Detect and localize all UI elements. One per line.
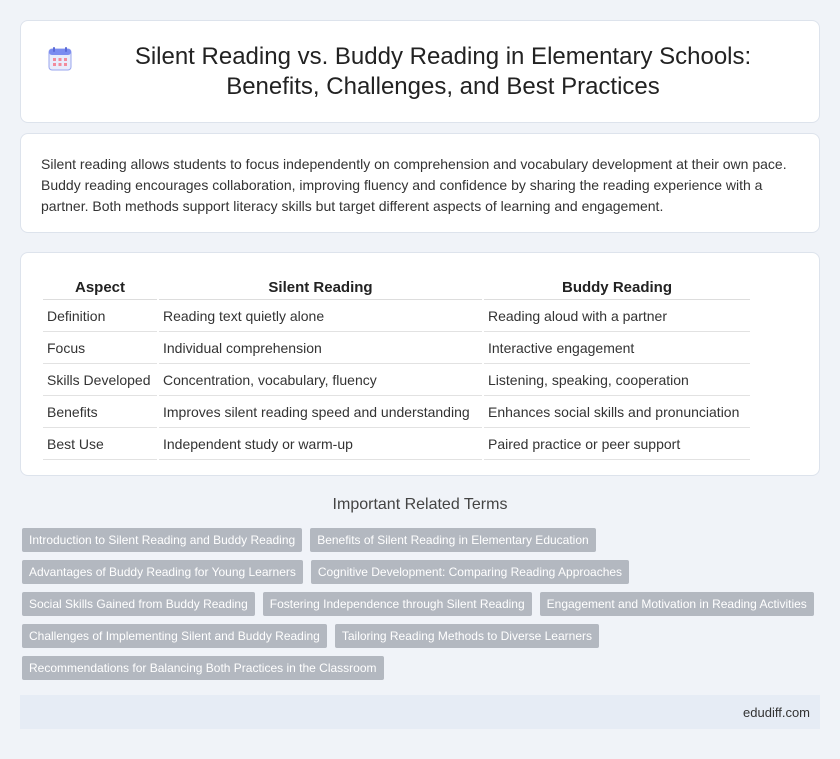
footer-site-link[interactable]: edudiff.com: [743, 704, 810, 720]
header-aspect: Aspect: [43, 275, 157, 300]
table-cell: Individual comprehension: [159, 334, 482, 364]
related-term-tag[interactable]: Advantages of Buddy Reading for Young Learners: [22, 560, 303, 584]
table-cell: Enhances social skills and pronunciation: [484, 398, 750, 428]
table-cell: Best Use: [43, 430, 157, 460]
comparison-card: [20, 252, 820, 476]
table-header-row: [43, 275, 750, 300]
table-cell: Paired practice or peer support: [484, 430, 750, 460]
table-row: [43, 302, 750, 332]
table-cell: Improves silent reading speed and understanding: [159, 398, 482, 428]
related-term-tag[interactable]: Engagement and Motivation in Reading Activities: [540, 592, 814, 616]
table-cell: Reading aloud with a partner: [484, 302, 750, 332]
page-title: Silent Reading vs. Buddy Reading in Elementary Schools: Benefits, Challenges, and Best Practices: [134, 42, 752, 100]
title-wrap: [40, 42, 800, 102]
table-row: [43, 398, 750, 428]
table-row: [43, 366, 750, 396]
table-cell: Listening, speaking, cooperation: [484, 366, 750, 396]
related-term-tag[interactable]: Introduction to Silent Reading and Buddy Reading: [22, 528, 302, 552]
table-cell: Concentration, vocabulary, fluency: [159, 366, 482, 396]
table-cell: Skills Developed: [43, 366, 157, 396]
related-term-tag[interactable]: Fostering Independence through Silent Reading: [263, 592, 532, 616]
footer: [20, 695, 820, 729]
table-cell: Reading text quietly alone: [159, 302, 482, 332]
related-term-tag[interactable]: Tailoring Reading Methods to Diverse Learners: [335, 624, 599, 648]
calendar-icon: [47, 46, 73, 72]
intro-text: Silent reading allows students to focus independently on comprehension and vocabulary development at their own pace. Buddy reading encourages collaboration, improving fluency and confidence by sharing the reading experience with a partner. Both methods support literacy skills but target different aspects of learning and engagement.: [41, 156, 787, 214]
table-row: [43, 334, 750, 364]
comparison-table: [41, 273, 752, 462]
related-term-tag[interactable]: Social Skills Gained from Buddy Reading: [22, 592, 255, 616]
header-silent-reading: Silent Reading: [159, 275, 482, 300]
related-term-tag[interactable]: Challenges of Implementing Silent and Buddy Reading: [22, 624, 327, 648]
related-terms-title: Important Related Terms: [332, 496, 508, 513]
table-cell: Independent study or warm-up: [159, 430, 482, 460]
table-cell: Benefits: [43, 398, 157, 428]
intro-card: [20, 133, 820, 233]
header-buddy-reading: Buddy Reading: [484, 275, 750, 300]
table-cell: Focus: [43, 334, 157, 364]
table-cell: Interactive engagement: [484, 334, 750, 364]
title-card: [20, 20, 820, 123]
related-terms-list: [22, 528, 822, 688]
related-term-tag[interactable]: Benefits of Silent Reading in Elementary Education: [310, 528, 596, 552]
table-row: [43, 430, 750, 460]
table-cell: Definition: [43, 302, 157, 332]
related-term-tag[interactable]: Cognitive Development: Comparing Reading Approaches: [311, 560, 629, 584]
related-term-tag[interactable]: Recommendations for Balancing Both Practices in the Classroom: [22, 656, 384, 680]
